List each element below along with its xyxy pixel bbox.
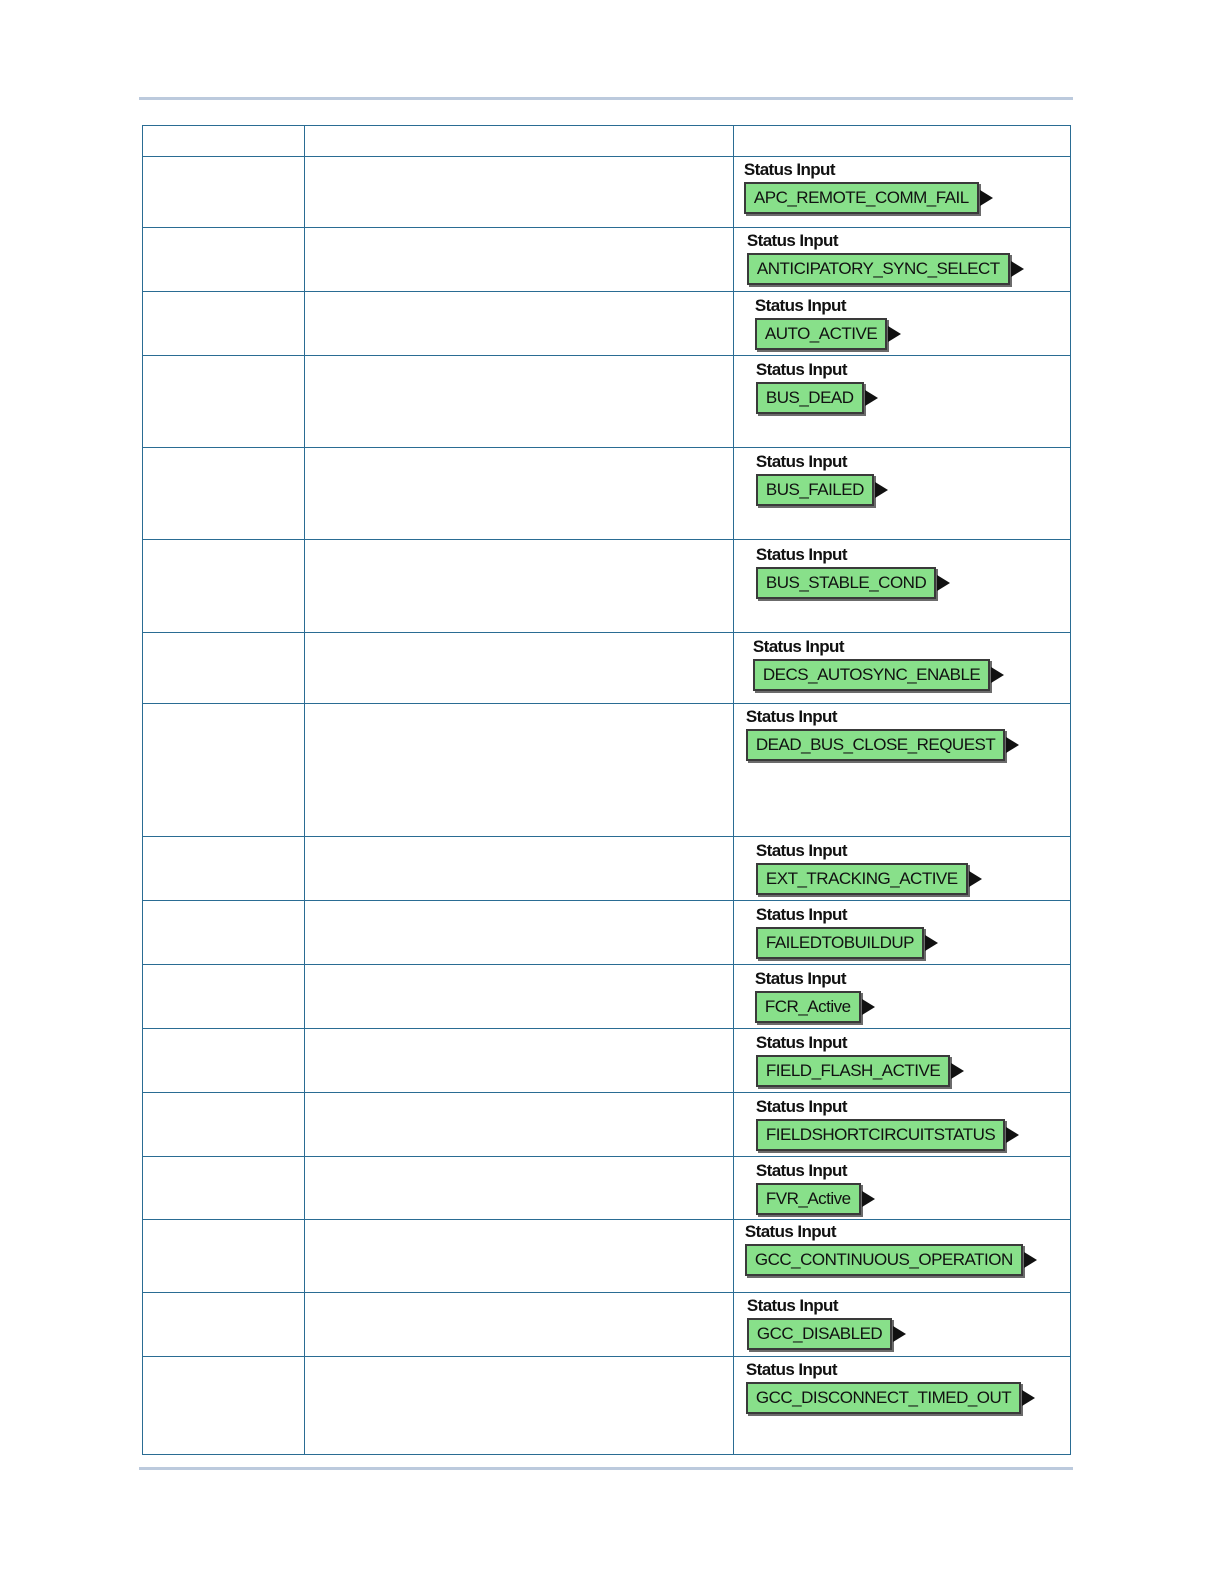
table-row — [143, 1357, 1071, 1455]
table-row — [143, 540, 1071, 633]
description-cell — [304, 1220, 733, 1293]
table-row — [143, 1157, 1071, 1220]
block-title: Status Input — [755, 545, 847, 564]
block-label: DECS_AUTOSYNC_ENABLE — [753, 659, 990, 691]
block-title: Status Input — [755, 452, 847, 471]
table-row — [143, 356, 1071, 448]
header-cell-3 — [733, 126, 1070, 157]
logic-block — [756, 905, 938, 959]
block-body — [746, 729, 1019, 761]
block-cell — [733, 837, 1070, 901]
logic-block — [756, 360, 878, 414]
description-cell — [304, 633, 733, 704]
block-body — [756, 1055, 964, 1087]
output-arrow-icon — [862, 999, 875, 1015]
block-body — [745, 1244, 1037, 1276]
block-label: EXT_TRACKING_ACTIVE — [756, 863, 968, 895]
block-cell — [733, 965, 1070, 1029]
name-cell — [143, 1093, 305, 1157]
block-title: Status Input — [755, 360, 847, 379]
block-title: Status Input — [746, 1296, 838, 1315]
logic-block — [746, 1360, 1035, 1414]
name-cell — [143, 1157, 305, 1220]
block-label: APC_REMOTE_COMM_FAIL — [744, 182, 979, 214]
table-row — [143, 1293, 1071, 1357]
logic-block — [755, 969, 875, 1023]
description-cell — [304, 1357, 733, 1455]
name-cell — [143, 228, 305, 292]
description-cell — [304, 157, 733, 228]
logic-block — [756, 1033, 964, 1087]
block-cell — [733, 292, 1070, 356]
name-cell — [143, 633, 305, 704]
block-title: Status Input — [754, 969, 846, 988]
block-body — [756, 382, 878, 414]
block-body — [746, 1382, 1035, 1414]
block-title: Status Input — [745, 1360, 837, 1379]
block-label: FCR_Active — [755, 991, 861, 1023]
block-body — [756, 1119, 1019, 1151]
block-title: Status Input — [754, 296, 846, 315]
block-title: Status Input — [755, 905, 847, 924]
logic-block — [756, 545, 950, 599]
output-arrow-icon — [893, 1326, 906, 1342]
output-arrow-icon — [937, 575, 950, 591]
block-cell — [733, 704, 1070, 837]
table-row — [143, 965, 1071, 1029]
output-arrow-icon — [925, 935, 938, 951]
table-row — [143, 633, 1071, 704]
name-cell — [143, 1293, 305, 1357]
block-cell — [733, 1157, 1070, 1220]
header-cell-1 — [143, 126, 305, 157]
logic-block — [746, 707, 1019, 761]
block-label: GCC_CONTINUOUS_OPERATION — [745, 1244, 1023, 1276]
footer-rule — [139, 1467, 1073, 1470]
table-row — [143, 1220, 1071, 1293]
table-row — [143, 228, 1071, 292]
block-body — [755, 318, 901, 350]
block-body — [747, 1318, 906, 1350]
description-cell — [304, 1093, 733, 1157]
block-label: GCC_DISABLED — [747, 1318, 892, 1350]
block-title: Status Input — [744, 1222, 836, 1241]
block-cell — [733, 157, 1070, 228]
output-arrow-icon — [951, 1063, 964, 1079]
table-row — [143, 1093, 1071, 1157]
name-cell — [143, 356, 305, 448]
name-cell — [143, 837, 305, 901]
table-row — [143, 448, 1071, 540]
name-cell — [143, 157, 305, 228]
logic-block — [756, 841, 982, 895]
table-header-row — [143, 126, 1071, 157]
table-row — [143, 901, 1071, 965]
description-cell — [304, 448, 733, 540]
block-label: FVR_Active — [756, 1183, 861, 1215]
table-row — [143, 837, 1071, 901]
block-cell — [733, 356, 1070, 448]
output-arrow-icon — [991, 667, 1004, 683]
block-cell — [733, 1029, 1070, 1093]
block-label: DEAD_BUS_CLOSE_REQUEST — [746, 729, 1005, 761]
logic-block — [744, 160, 993, 214]
block-cell — [733, 901, 1070, 965]
block-body — [755, 991, 875, 1023]
block-title: Status Input — [755, 841, 847, 860]
block-label: BUS_STABLE_COND — [756, 567, 936, 599]
block-body — [756, 863, 982, 895]
name-cell — [143, 292, 305, 356]
block-label: BUS_DEAD — [756, 382, 864, 414]
name-cell — [143, 901, 305, 965]
block-body — [756, 474, 888, 506]
description-cell — [304, 1293, 733, 1357]
name-cell — [143, 965, 305, 1029]
table-row — [143, 1029, 1071, 1093]
output-arrow-icon — [862, 1191, 875, 1207]
output-arrow-icon — [1022, 1390, 1035, 1406]
description-cell — [304, 228, 733, 292]
output-arrow-icon — [865, 390, 878, 406]
block-title: Status Input — [755, 1161, 847, 1180]
output-arrow-icon — [1006, 737, 1019, 753]
block-label: GCC_DISCONNECT_TIMED_OUT — [746, 1382, 1021, 1414]
block-cell — [733, 540, 1070, 633]
description-cell — [304, 837, 733, 901]
status-input-table — [142, 125, 1071, 1455]
logic-block — [756, 452, 888, 506]
description-cell — [304, 965, 733, 1029]
block-label: BUS_FAILED — [756, 474, 874, 506]
block-cell — [733, 448, 1070, 540]
logic-block — [747, 1296, 906, 1350]
table-row — [143, 157, 1071, 228]
block-cell — [733, 1293, 1070, 1357]
block-label: FAILEDTOBUILDUP — [756, 927, 924, 959]
logic-block — [756, 1097, 1019, 1151]
block-body — [753, 659, 1004, 691]
logic-block — [755, 296, 901, 350]
block-title: Status Input — [743, 160, 835, 179]
output-arrow-icon — [969, 871, 982, 887]
table-row — [143, 704, 1071, 837]
block-body — [744, 182, 993, 214]
block-body — [756, 1183, 875, 1215]
logic-block — [745, 1222, 1037, 1276]
logic-block — [747, 231, 1024, 285]
block-cell — [733, 1093, 1070, 1157]
block-body — [756, 567, 950, 599]
header-rule — [139, 97, 1073, 100]
output-arrow-icon — [1011, 261, 1024, 277]
block-body — [747, 253, 1024, 285]
block-cell — [733, 633, 1070, 704]
block-title: Status Input — [746, 231, 838, 250]
name-cell — [143, 1029, 305, 1093]
output-arrow-icon — [1024, 1252, 1037, 1268]
block-label: FIELDSHORTCIRCUITSTATUS — [756, 1119, 1005, 1151]
description-cell — [304, 901, 733, 965]
name-cell — [143, 704, 305, 837]
name-cell — [143, 448, 305, 540]
output-arrow-icon — [980, 190, 993, 206]
description-cell — [304, 704, 733, 837]
block-body — [756, 927, 938, 959]
block-title: Status Input — [745, 707, 837, 726]
block-label: AUTO_ACTIVE — [755, 318, 887, 350]
name-cell — [143, 1220, 305, 1293]
output-arrow-icon — [1006, 1127, 1019, 1143]
block-cell — [733, 1220, 1070, 1293]
table-row — [143, 292, 1071, 356]
name-cell — [143, 540, 305, 633]
logic-block — [756, 1161, 875, 1215]
block-label: ANTICIPATORY_SYNC_SELECT — [747, 253, 1010, 285]
description-cell — [304, 1029, 733, 1093]
header-cell-2 — [304, 126, 733, 157]
description-cell — [304, 356, 733, 448]
block-title: Status Input — [752, 637, 844, 656]
block-title: Status Input — [755, 1097, 847, 1116]
logic-block — [753, 637, 1004, 691]
block-title: Status Input — [755, 1033, 847, 1052]
output-arrow-icon — [888, 326, 901, 342]
output-arrow-icon — [875, 482, 888, 498]
block-cell — [733, 1357, 1070, 1455]
block-cell — [733, 228, 1070, 292]
name-cell — [143, 1357, 305, 1455]
description-cell — [304, 292, 733, 356]
block-label: FIELD_FLASH_ACTIVE — [756, 1055, 950, 1087]
description-cell — [304, 540, 733, 633]
description-cell — [304, 1157, 733, 1220]
